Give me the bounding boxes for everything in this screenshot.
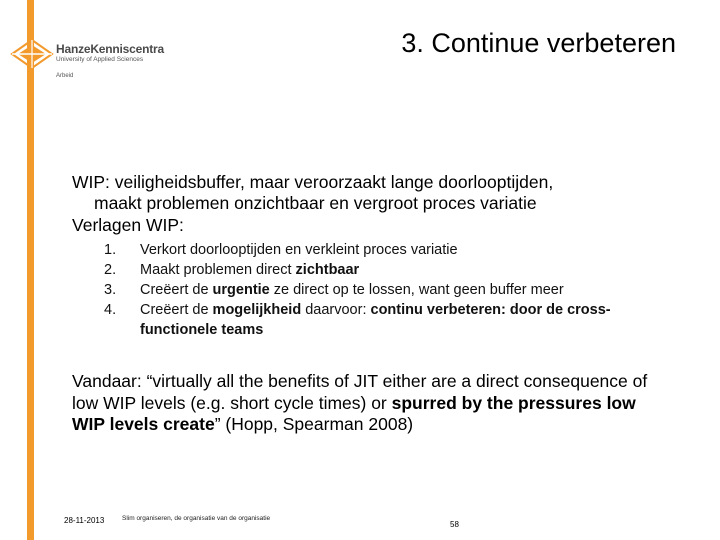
list-item [72, 240, 672, 260]
footer-text: Slim organiseren, de organisatie van de organisatie [122, 515, 271, 522]
intro-line-2: maakt problemen onzichtbaar en vergroot proces variatie [94, 193, 537, 213]
list-item [72, 280, 672, 300]
hanze-logo-icon [10, 36, 54, 72]
list-number: 1. [104, 242, 117, 258]
list-emphasis: continu verbeteren: door de cross-functionele teams [140, 302, 611, 338]
list-emphasis: zichtbaar [295, 262, 360, 278]
quote-text: Vandaar: “virtually all the benefits of JIT either are a direct consequence of low WIP levels (e.g. short cycle times) or [72, 371, 648, 413]
list-number: 3. [104, 282, 117, 298]
list-emphasis: mogelijkheid [212, 302, 302, 318]
list-number: 2. [104, 262, 117, 278]
page-number: 58 [450, 520, 459, 529]
slide-title: 3. Continue verbeteren [401, 28, 676, 58]
logo-subtitle: University of Applied Sciences [56, 56, 144, 63]
intro-paragraph [72, 172, 672, 214]
list-number: 4. [104, 302, 117, 318]
slide-content [72, 172, 672, 436]
verlagen-heading: Verlagen WIP: [72, 215, 184, 235]
logo-name: HanzeKenniscentra [56, 42, 164, 56]
quote-paragraph [72, 371, 672, 436]
list-text: ze direct op te lossen, want geen buffer meer [269, 282, 564, 298]
list-text: daarvoor: [301, 302, 371, 318]
quote-citation: ” (Hopp, Spearman 2008) [214, 414, 414, 434]
list-text: Creëert de [140, 282, 213, 298]
list-item [72, 260, 672, 280]
logo-faculty: Arbeid [56, 73, 74, 79]
list-text: Creëert de [140, 302, 213, 318]
list-text: Maakt problemen direct [140, 262, 296, 278]
footer-date: 28-11-2013 [64, 516, 105, 525]
list-item [72, 300, 672, 340]
list-emphasis: urgentie [212, 282, 270, 298]
intro-line-1: WIP: veiligheidsbuffer, maar veroorzaakt lange doorlooptijden, [72, 172, 554, 192]
quote-emphasis: spurred by the pressures low WIP levels create [72, 392, 636, 434]
steps-list [72, 240, 672, 340]
list-text: Verkort doorlooptijden en verkleint proces variatie [140, 242, 458, 258]
hanze-logo [10, 36, 180, 86]
